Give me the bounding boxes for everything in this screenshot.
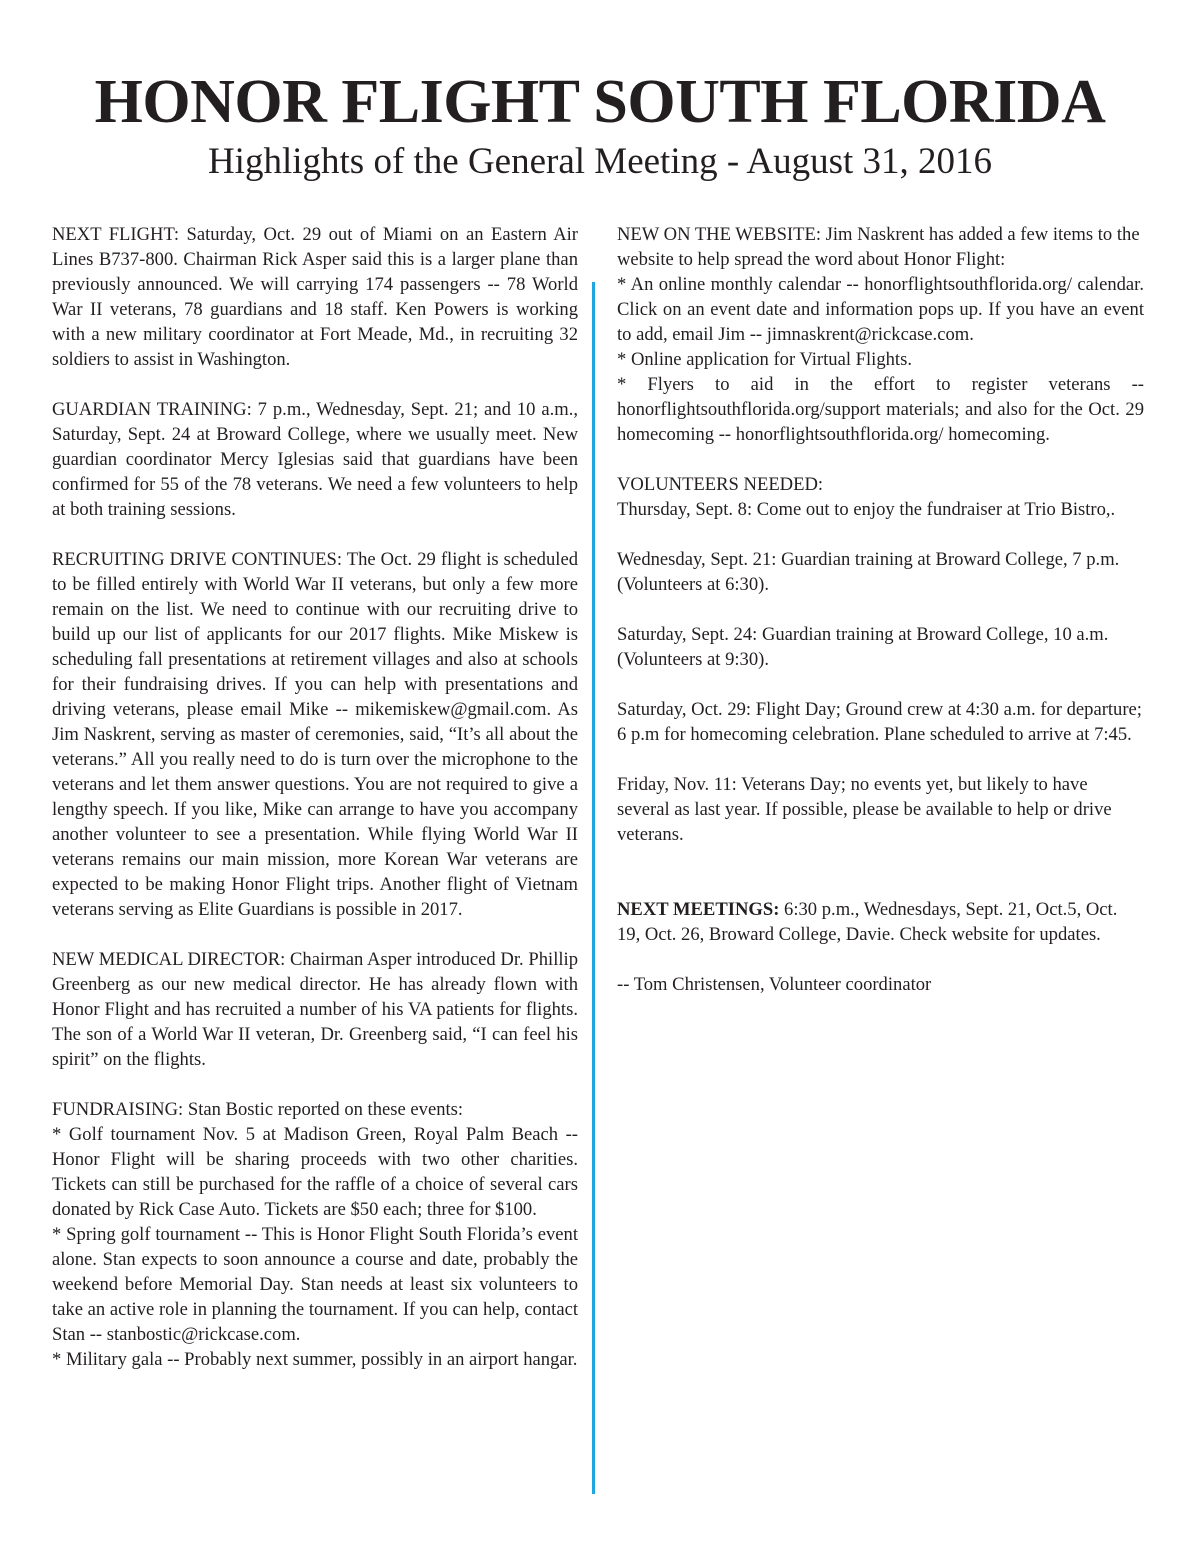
volunteer-item: Wednesday, Sept. 21: Guardian training at Broward College, 7 p.m. (Volunteers at 6:30). bbox=[617, 549, 1120, 595]
right-column bbox=[617, 222, 1144, 997]
fundraising-spring-item: * Spring golf tournament -- This is Honor Flight South Florida’s event alone. Stan expects to soon announce a course and date, probably the weekend before Memorial Day. Stan needs at least six volunteers to take an active role in planning the tournament. If you can help, contact Stan -- stanbostic@rickcase.com. bbox=[52, 1224, 578, 1345]
column-divider bbox=[592, 282, 595, 1494]
website-flyers-item: * Flyers to aid in the effort to register veterans -- honorflightsouthflorida.org/support materials; and also for the Oct. 29 homecoming -- honorflightsouthflorida.org/ homecoming. bbox=[617, 374, 1144, 445]
left-column bbox=[52, 222, 578, 1372]
website-application-item: * Online application for Virtual Flights. bbox=[617, 349, 912, 370]
next-meetings-paragraph bbox=[617, 897, 1144, 947]
recruiting-drive-paragraph: RECRUITING DRIVE CONTINUES: The Oct. 29 flight is scheduled to be filled entirely with World War II veterans, but only a few more remain on the list. We need to continue with our recruiting drive to build up our list of applicants for our 2017 flights. Mike Miskew is scheduling fall presentations at retirement villages and also at schools for their fundraising drives. If you can help with presentations and driving veterans, please email Mike -- mikemiskew@gmail.com. As Jim Naskrent, serving as master of ceremonies, said, “It’s all about the veterans.” All you really need to do is turn over the microphone to the veterans and let them answer questions. You are not required to give a lengthy speech. If you like, Mike can arrange to have you accompany another volunteer to see a presentation. While flying World War II veterans remains our main mission, more Korean War veterans are expected to be making Honor Flight trips. Another flight of Vietnam veterans serving as Elite Guardians is possible in 2017. bbox=[52, 549, 578, 920]
next-flight-paragraph: NEXT FLIGHT: Saturday, Oct. 29 out of Miami on an Eastern Air Lines B737-800. Chairman Rick Asper said this is a larger plane than previously announced. We will carrying 174 passengers -- 78 World War II veterans, 78 guardians and 18 staff. Ken Powers is working with a new military coordinator at Fort Meade, Md., in recruiting 32 soldiers to assist in Washington. bbox=[52, 224, 578, 370]
fundraising-gala-item: * Military gala -- Probably next summer, possibly in an airport hangar. bbox=[52, 1349, 578, 1370]
fundraising-golf-item: * Golf tournament Nov. 5 at Madison Green, Royal Palm Beach -- Honor Flight will be sharing proceeds with two other charities. Tickets can still be purchased for the raffle of a choice of several cars donated by Rick Case Auto. Tickets are $50 each; three for $100. bbox=[52, 1124, 578, 1220]
volunteer-item: Saturday, Oct. 29: Flight Day; Ground crew at 4:30 a.m. for departure; 6 p.m for homecoming celebration. Plane scheduled to arrive at 7:45. bbox=[617, 699, 1142, 745]
signature: -- Tom Christensen, Volunteer coordinator bbox=[617, 974, 932, 995]
volunteer-item: Saturday, Sept. 24: Guardian training at Broward College, 10 a.m. (Volunteers at 9:30). bbox=[617, 624, 1109, 670]
guardian-training-paragraph: GUARDIAN TRAINING: 7 p.m., Wednesday, Sept. 21; and 10 a.m., Saturday, Sept. 24 at Broward College, where we usually meet. New guardian coordinator Mercy Iglesias said that guardians have been confirmed for 55 of the 78 veterans. We need a few volunteers to help at both training sessions. bbox=[52, 399, 578, 520]
next-meetings-label: NEXT MEETINGS: bbox=[617, 899, 780, 920]
page-subtitle: Highlights of the General Meeting - August 31, 2016 bbox=[207, 141, 993, 182]
volunteer-item: Friday, Nov. 11: Veterans Day; no events yet, but likely to have several as last year. If possible, please be available to help or drive veterans. bbox=[617, 774, 1112, 845]
page-title: HONOR FLIGHT SOUTH FLORIDA bbox=[94, 68, 1106, 136]
website-heading: NEW ON THE WEBSITE: Jim Naskrent has added a few items to the website to help spread the word about Honor Flight: bbox=[617, 224, 1140, 270]
volunteer-item: Thursday, Sept. 8: Come out to enjoy the fundraiser at Trio Bistro,. bbox=[617, 499, 1116, 520]
volunteers-heading: VOLUNTEERS NEEDED: bbox=[617, 474, 824, 495]
next-meetings-text: 6:30 p.m., Wednesdays, Sept. 21, Oct.5, Oct. 19, Oct. 26, Broward College, Davie. Check website for updates. bbox=[617, 899, 1118, 945]
fundraising-heading: FUNDRAISING: Stan Bostic reported on these events: bbox=[52, 1099, 464, 1120]
website-calendar-item: * An online monthly calendar -- honorflightsouthflorida.org/ calendar. Click on an event date and information pops up. If you have an event to add, email Jim -- jimnaskrent@rickcase.com. bbox=[617, 274, 1144, 345]
medical-director-paragraph: NEW MEDICAL DIRECTOR: Chairman Asper introduced Dr. Phillip Greenberg as our new medical director. He has already flown with Honor Flight and has recruited a number of his VA patients for flights. The son of a World War II veteran, Dr. Greenberg said, “I can feel his spirit” on the flights. bbox=[52, 949, 578, 1070]
